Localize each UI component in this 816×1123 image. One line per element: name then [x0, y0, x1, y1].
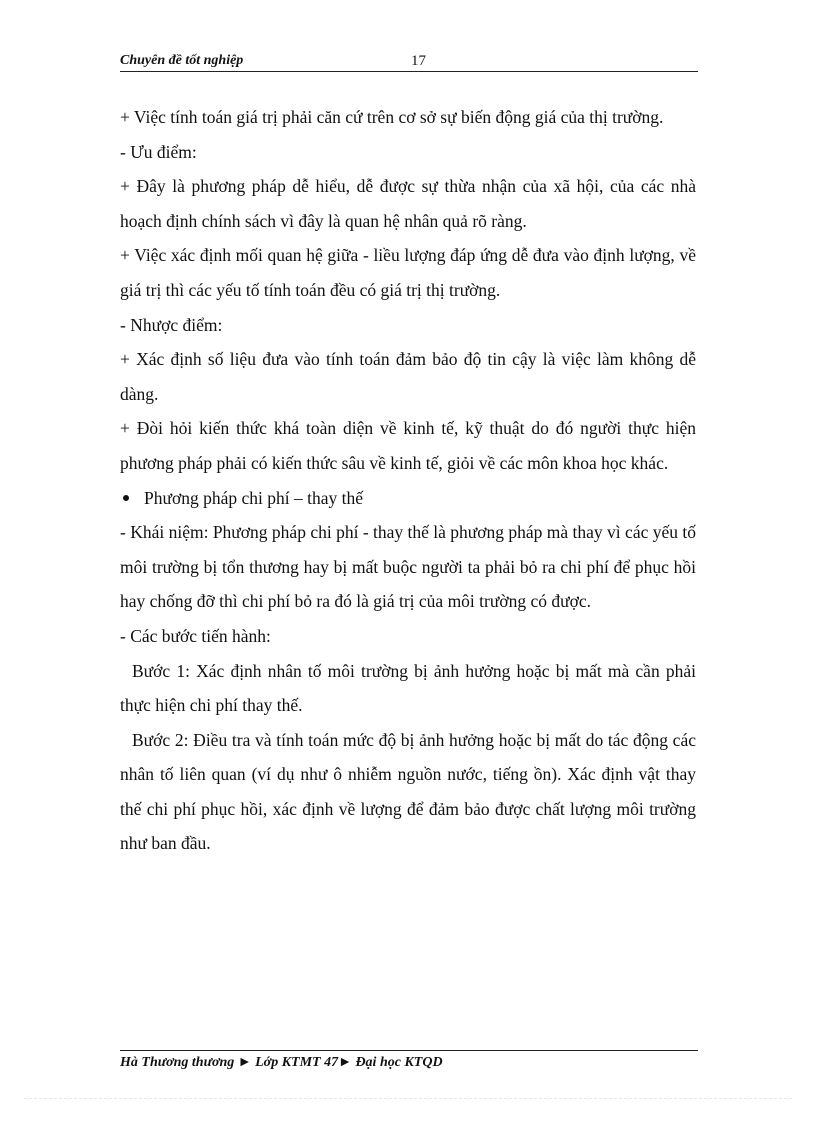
- bullet-item: [120, 481, 696, 516]
- page-footer: [120, 1050, 698, 1071]
- paragraph: Bước 1: Xác định nhân tố môi trường bị ảnh hưởng hoặc bị mất mà cần phải thực hiện chi phí thay thế.: [120, 660, 696, 716]
- bullet-dot-icon: [123, 495, 129, 501]
- paragraph: - Ưu điểm:: [120, 141, 197, 162]
- paragraph: + Việc tính toán giá trị phải căn cứ trên cơ sở sự biến động giá của thị trường.: [120, 107, 664, 127]
- paragraph: - Các bước tiến hành:: [120, 625, 271, 646]
- paragraph: Bước 2: Điều tra và tính toán mức độ bị ảnh hưởng hoặc bị mất do tác động các nhân tố liên quan (ví dụ như ô nhiễm nguồn nước, tiếng ồn). Xác định vật thay thế chi phí phục hồi, xác định về lượng để đảm bảo được chất lượng môi trường như ban đầu.: [120, 729, 696, 854]
- paragraph: - Nhược điểm:: [120, 314, 223, 335]
- page-edge-divider: [24, 1098, 792, 1099]
- paragraph: - Khái niệm: Phương pháp chi phí - thay thế là phương pháp mà thay vì các yếu tố môi trường bị tổn thương hay bị mất buộc người ta phải bỏ ra chi phí để phục hồi hay chống đỡ thì chi phí bỏ ra đó là giá trị của môi trường có được.: [120, 522, 696, 612]
- bullet-text: Phương pháp chi phí – thay thế: [144, 487, 363, 508]
- page-header: [120, 53, 698, 72]
- paragraph: + Đòi hỏi kiến thức khá toàn diện về kinh tế, kỹ thuật do đó người thực hiện phương pháp phải có kiến thức sâu về kinh tế, giỏi về các môn khoa học khác.: [120, 418, 696, 473]
- document-body: [120, 100, 696, 861]
- header-title: Chuyên đề tốt nghiệp: [120, 53, 244, 68]
- footer-text: Hà Thương thương ► Lớp KTMT 47► Đại học KTQD: [120, 1055, 443, 1070]
- page-number: 17: [411, 53, 426, 69]
- paragraph: + Việc xác định mối quan hệ giữa - liều lượng đáp ứng dễ đưa vào định lượng, về giá trị thì các yếu tố tính toán đều có giá trị thị trường.: [120, 245, 696, 300]
- paragraph: + Đây là phương pháp dễ hiểu, dễ được sự thừa nhận của xã hội, của các nhà hoạch định chính sách vì đây là quan hệ nhân quả rõ ràng.: [120, 176, 696, 231]
- paragraph: + Xác định số liệu đưa vào tính toán đảm bảo độ tin cậy là việc làm không dễ dàng.: [120, 349, 696, 404]
